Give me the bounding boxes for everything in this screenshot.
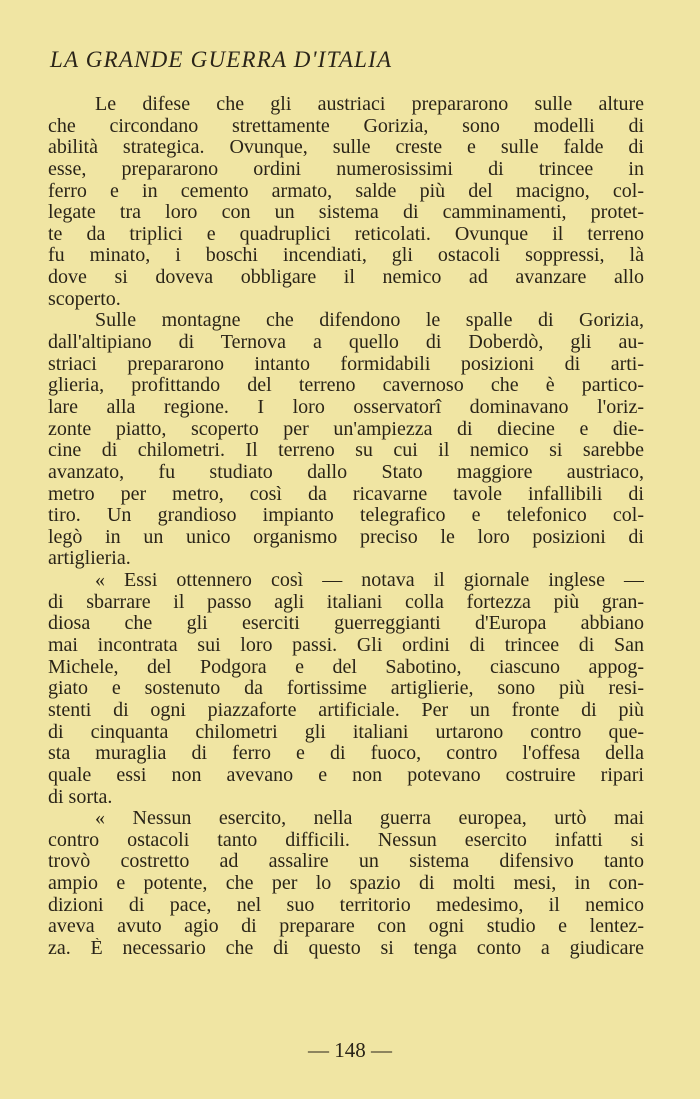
text-line: avanzato, fu studiato dallo Stato maggiore austriaco, [48,461,644,483]
text-line: ferro e in cemento armato, salde più del macigno, col- [48,180,644,202]
text-line: trovò costretto ad assalire un sistema difensivo tanto [48,851,644,873]
text-line: esse, prepararono ordini numerosissimi di trincee in [48,158,644,180]
text-line: metro per metro, così da ricavarne tavole infallibili di [48,483,644,505]
text-line: contro ostacoli tanto difficili. Nessun esercito infatti si [48,829,644,851]
text-line: aveva avuto agio di preparare con ogni studio e lentez- [48,916,644,938]
text-line: « Nessun esercito, nella guerra europea, urtò mai [95,808,644,830]
text-line: « Essi ottennero così — notava il giornale inglese — [95,570,644,592]
text-line: sta muraglia di ferro e di fuoco, contro l'offesa della [48,743,644,765]
text-line: quale essi non avevano e non potevano costruire ripari [48,764,644,786]
book-page [48,0,648,1099]
text-line: di sorta. [48,786,113,808]
text-line: scoperto. [48,288,121,310]
text-line: giato e sostenuto da fortissime artiglierie, sono più resi- [48,678,644,700]
page-number: — 148 — [308,1038,392,1062]
text-line: di sbarrare il passo agli italiani colla fortezza più gran- [48,591,644,613]
body-text [48,94,644,960]
text-line: lare alla regione. I loro osservatorî dominavano l'oriz- [48,396,644,418]
text-line: di cinquanta chilometri gli italiani urtarono contro que- [48,721,644,743]
text-line: Michele, del Podgora e del Sabotino, ciascuno appog- [48,656,644,678]
text-line: dizioni di pace, nel suo territorio medesimo, il nemico [48,894,644,916]
text-line: diosa che gli eserciti guerreggianti d'Europa abbiano [48,613,644,635]
running-title: LA GRANDE GUERRA D'ITALIA [50,47,393,72]
text-line: fu minato, i boschi incendiati, gli ostacoli soppressi, là [48,245,644,267]
text-line: stenti di ogni piazzaforte artificiale. Per un fronte di più [48,699,644,721]
text-line: legate tra loro con un sistema di camminamenti, protet- [48,202,644,224]
text-line: cine di chilometri. Il terreno su cui il nemico si sarebbe [48,440,644,462]
text-line: mai incontrata sui loro passi. Gli ordini di trincee di San [48,635,644,657]
text-line: ampio e potente, che per lo spazio di molti mesi, in con- [48,873,644,895]
text-line: artiglieria. [48,548,131,570]
text-line: abilità strategica. Ovunque, sulle creste e sulle falde di [48,137,644,159]
text-line: za. È necessario che di questo si tenga conto a giudicare [48,937,644,959]
text-line: dall'altipiano di Ternova a quello di Doberdò, gli au- [48,332,644,354]
text-line: glieria, profittando del terreno cavernoso che è partico- [48,375,644,397]
text-line: zonte piatto, scoperto per un'ampiezza di diecine e die- [48,418,644,440]
text-line: tiro. Un grandioso impianto telegrafico e telefonico col- [48,505,644,527]
text-line: striaci prepararono intanto formidabili posizioni di arti- [48,353,644,375]
text-line: te da triplici e quadruplici reticolati. Ovunque il terreno [48,223,644,245]
text-line: dove si doveva obbligare il nemico ad avanzare allo [48,267,644,289]
text-line: Le difese che gli austriaci prepararono sulle alture [95,94,644,115]
text-line: legò in un unico organismo preciso le loro posizioni di [48,526,644,548]
text-line: che circondano strettamente Gorizia, sono modelli di [48,115,644,137]
text-line: Sulle montagne che difendono le spalle di Gorizia, [95,310,644,332]
